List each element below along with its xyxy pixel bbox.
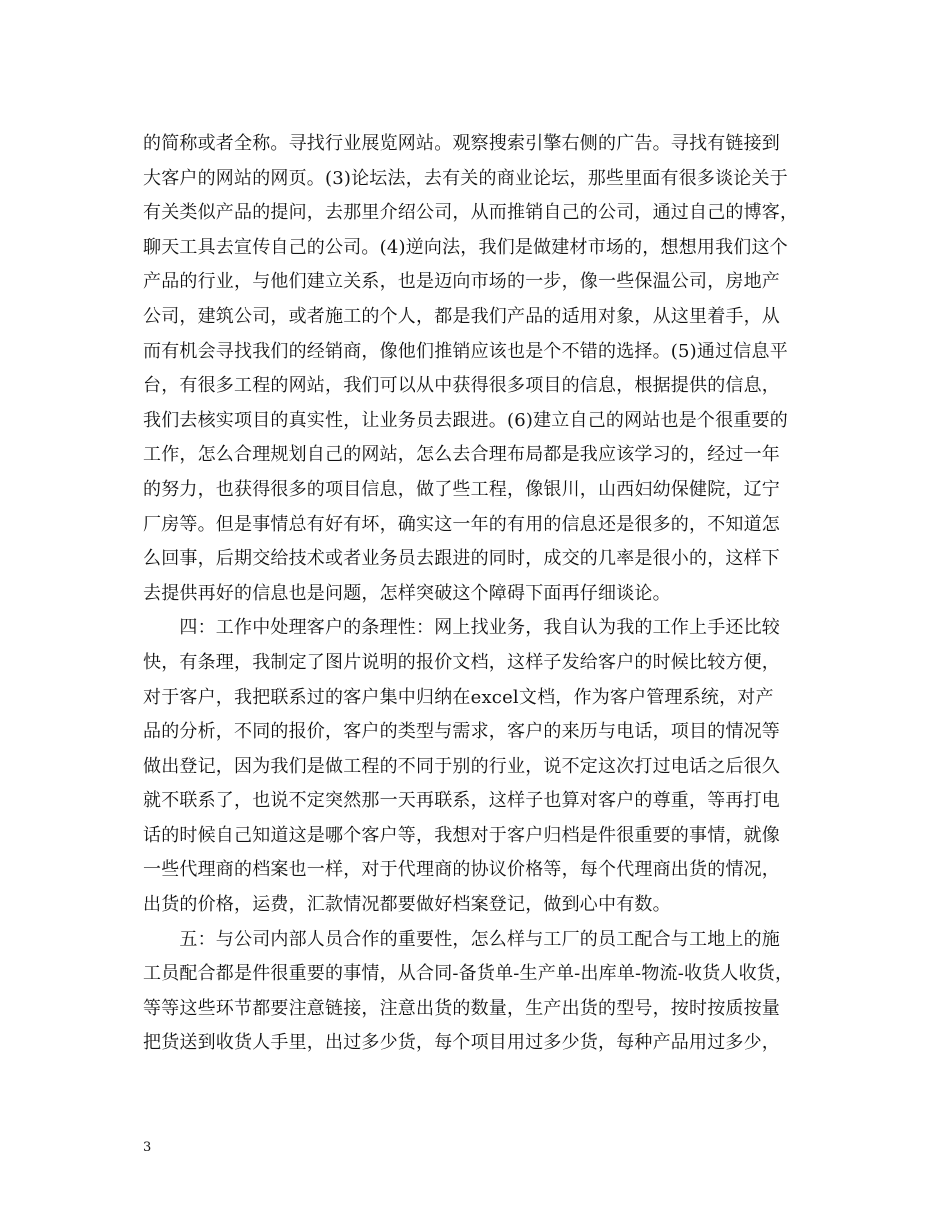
text-line: 产品的行业，与他们建立关系，也是迈向市场的一步，像一些保温公司，房地产: [143, 271, 780, 293]
text-line: 工员配合都是件很重要的事情，从合同-备货单-生产单-出库单-物流-收货人收货，: [143, 963, 794, 985]
text-line: 出货的价格，运费，汇款情况都要做好档案登记，做到心中有数。: [143, 894, 671, 916]
text-line: 的努力，也获得很多的项目信息，做了些工程，像银川，山西妇幼保健院，辽宁: [143, 478, 780, 500]
page-number: 3: [143, 1140, 152, 1155]
text-line: 快，有条理，我制定了图片说明的报价文档，这样子发给客户的时候比较方便，: [143, 651, 780, 673]
text-line: 做出登记，因为我们是做工程的不同于别的行业，说不定这次打过电话之后很久: [143, 755, 780, 777]
body-text: [143, 127, 823, 1061]
text-line: 么回事，后期交给技术或者业务员去跟进的同时，成交的几率是很小的，这样下: [143, 548, 780, 570]
text-line: 大客户的网站的网页。(3)论坛法，去有关的商业论坛，那些里面有很多谈论关于: [143, 167, 788, 189]
text-line: 而有机会寻找我们的经销商，像他们推销应该也是个不错的选择。(5)通过信息平: [143, 340, 788, 362]
text-line: 话的时候自己知道这是哪个客户等，我想对于客户归档是件很重要的事情，就像: [143, 824, 780, 846]
text-line: 台，有很多工程的网站，我们可以从中获得很多项目的信息，根据提供的信息，: [143, 375, 780, 397]
paragraph-start-line: 五：与公司内部人员合作的重要性，怎么样与工厂的员工配合与工地上的施: [143, 928, 780, 950]
text-line: 我们去核实项目的真实性，让业务员去跟进。(6)建立自己的网站也是个很重要的: [143, 409, 788, 431]
text-line: 工作，怎么合理规划自己的网站，怎么去合理布局都是我应该学习的，经过一年: [143, 444, 780, 466]
text-line: 去提供再好的信息也是问题，怎样突破这个障碍下面再仔细谈论。: [143, 582, 671, 604]
text-line: 聊天工具去宣传自己的公司。(4)逆向法，我们是做建材市场的，想想用我们这个: [143, 236, 788, 258]
text-line: 就不联系了，也说不定突然那一天再联系，这样子也算对客户的尊重，等再打电: [143, 790, 780, 812]
text-line: 有关类似产品的提问，去那里介绍公司，从而推销自己的公司，通过自己的博客，: [143, 202, 799, 224]
text-line: 等等这些环节都要注意链接，注意出货的数量，生产出货的型号，按时按质按量: [143, 997, 780, 1019]
text-line: 品的分析，不同的报价，客户的类型与需求，客户的来历与电话，项目的情况等: [143, 721, 780, 743]
paragraph-start-line: 四：工作中处理客户的条理性：网上找业务，我自认为我的工作上手还比较: [143, 617, 780, 639]
text-line: 公司，建筑公司，或者施工的个人，都是我们产品的适用对象，从这里着手，从: [143, 305, 780, 327]
text-line: 对于客户，我把联系过的客户集中归纳在excel文档，作为客户管理系统，对产: [143, 686, 774, 708]
text-line: 的简称或者全称。寻找行业展览网站。观察搜索引擎右侧的广告。寻找有链接到: [143, 133, 780, 154]
text-line: 把货送到收货人手里，出过多少货，每个项目用过多少货，每种产品用过多少，: [143, 1032, 780, 1054]
text-line: 厂房等。但是事情总有好有坏，确实这一年的有用的信息还是很多的，不知道怎: [143, 513, 780, 535]
text-line: 一些代理商的档案也一样，对于代理商的协议价格等，每个代理商出货的情况，: [143, 859, 780, 881]
